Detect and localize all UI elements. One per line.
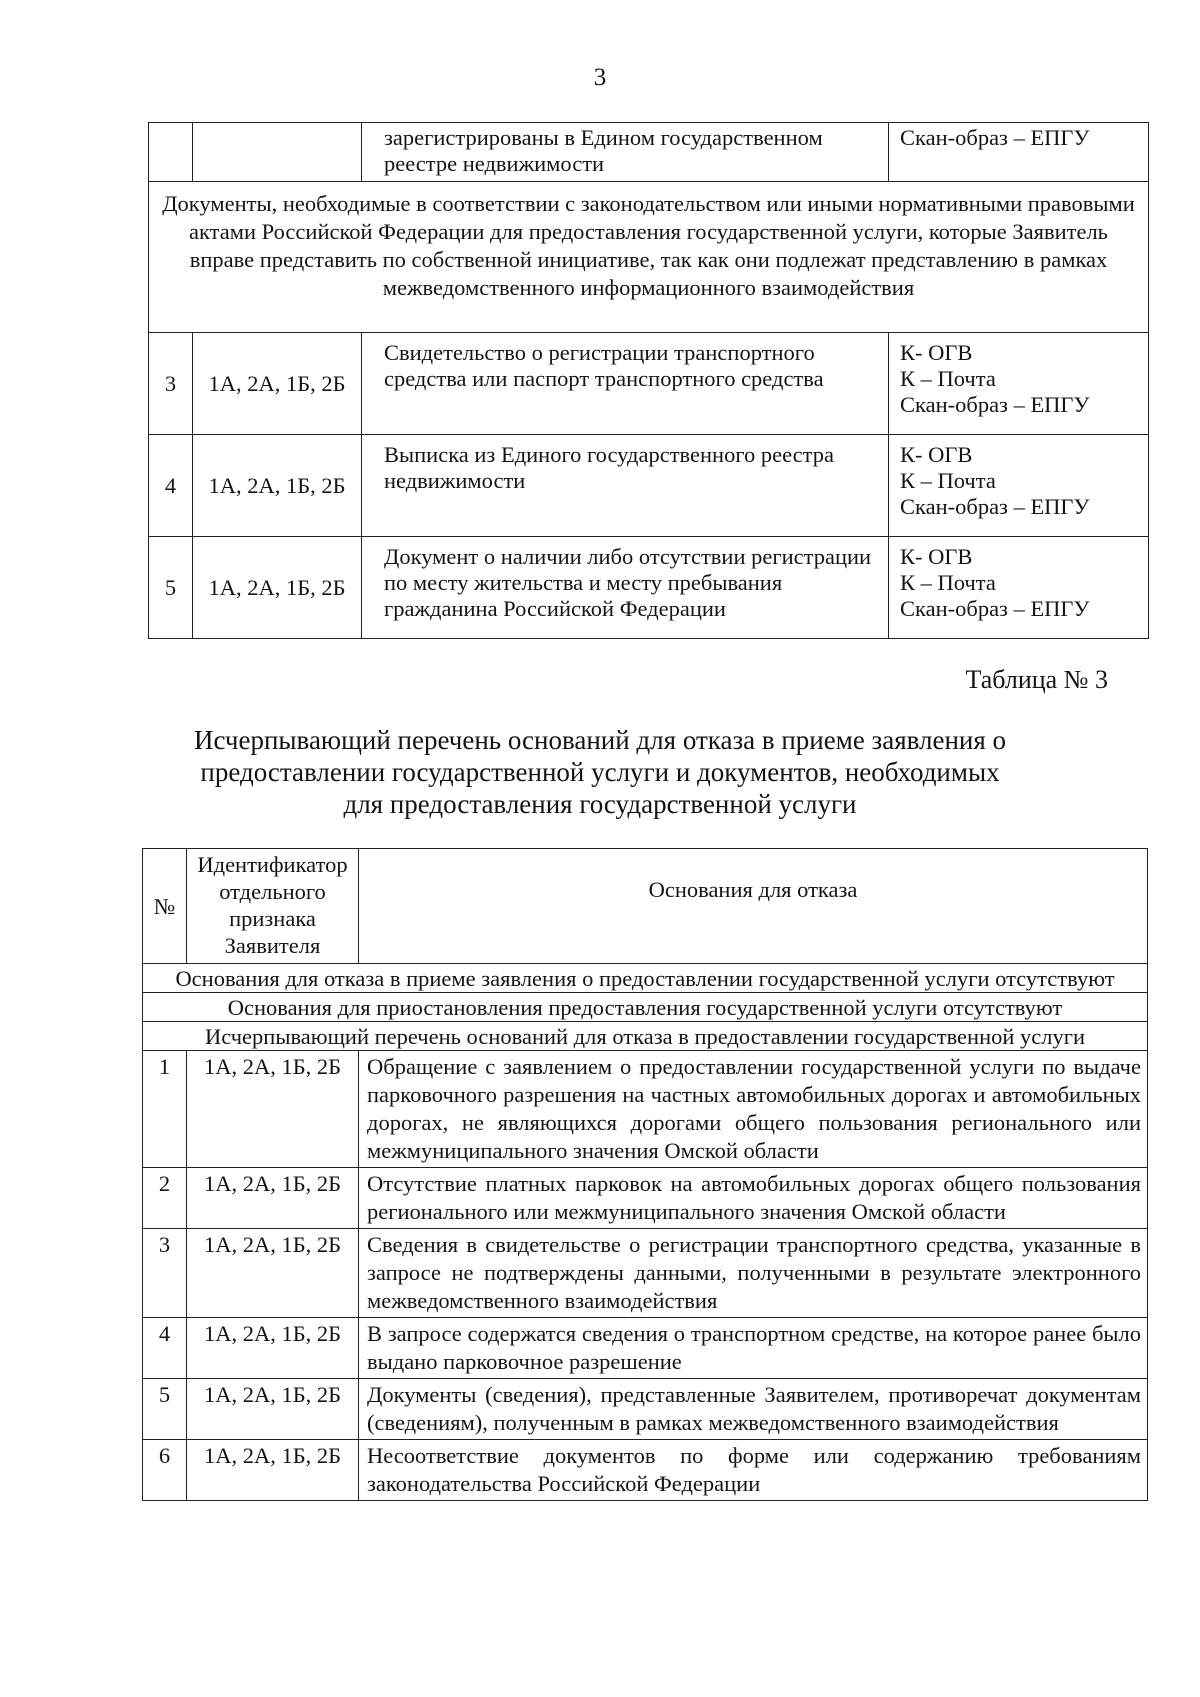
title-line: для предоставления государственной услуги <box>343 789 857 819</box>
table-title <box>150 724 1050 820</box>
row-number-cell: 5 <box>143 1379 187 1440</box>
title-line: Исчерпывающий перечень оснований для отказа в приеме заявления о <box>193 725 1007 755</box>
page-number: 3 <box>593 64 607 91</box>
submission-form-cell <box>889 537 1149 639</box>
band-row <box>143 993 1148 1022</box>
row-number-cell: 1 <box>143 1051 187 1168</box>
table-row <box>143 1318 1148 1379</box>
form-line: К – Почта <box>900 468 996 493</box>
form-line: К- ОГВ <box>900 544 973 569</box>
form-line: К- ОГВ <box>900 340 973 365</box>
form-line: К – Почта <box>900 366 996 391</box>
table-row <box>149 333 1149 435</box>
form-line: Скан-образ – ЕПГУ <box>900 596 1090 621</box>
section-header-row <box>149 182 1149 333</box>
header-reason: Основания для отказа <box>359 849 1148 964</box>
applicant-id-cell: 1А, 2А, 1Б, 2Б <box>187 1318 359 1379</box>
reason-text-cell: Несоответствие документов по форме или содержанию требованиям законодательства Российской Федерации <box>359 1440 1148 1501</box>
reason-text-cell: В запросе содержатся сведения о транспортном средстве, на которое ранее было выдано парковочное разрешение <box>359 1318 1148 1379</box>
band-cell: Исчерпывающий перечень оснований для отказа в предоставлении государственной услуги <box>143 1022 1148 1051</box>
row-number-cell: 4 <box>143 1318 187 1379</box>
applicant-id-cell: 1А, 2А, 1Б, 2Б <box>193 537 362 639</box>
documents-table-continuation <box>148 122 1149 639</box>
header-applicant-id: Идентификатор отдельного признака Заявителя <box>187 849 359 964</box>
table-row <box>143 1379 1148 1440</box>
applicant-id-cell: 1А, 2А, 1Б, 2Б <box>187 1229 359 1318</box>
applicant-id-cell: 1А, 2А, 1Б, 2Б <box>187 1379 359 1440</box>
row-number-cell: 3 <box>149 333 193 435</box>
table-row <box>143 1440 1148 1501</box>
header-row <box>143 849 1148 964</box>
form-line: К – Почта <box>900 570 996 595</box>
band-cell: Основания для отказа в приеме заявления о предоставлении государственной услуги отсутствуют <box>143 964 1148 993</box>
submission-form-cell <box>889 333 1149 435</box>
title-line: предоставлении государственной услуги и документов, необходимых <box>200 757 1000 787</box>
applicant-id-cell: 1А, 2А, 1Б, 2Б <box>193 435 362 537</box>
band-row <box>143 964 1148 993</box>
form-line: Скан-образ – ЕПГУ <box>900 392 1090 417</box>
row-number-cell <box>149 123 193 182</box>
row-number-cell: 3 <box>143 1229 187 1318</box>
submission-form-cell: Скан-образ – ЕПГУ <box>889 123 1149 182</box>
band-cell: Основания для приостановления предоставления государственной услуги отсутствуют <box>143 993 1148 1022</box>
document-name-cell: Свидетельство о регистрации транспортного средства или паспорт транспортного средства <box>362 333 889 435</box>
band-row <box>143 1022 1148 1051</box>
applicant-id-cell: 1А, 2А, 1Б, 2Б <box>193 333 362 435</box>
document-name-cell: Выписка из Единого государственного реестра недвижимости <box>362 435 889 537</box>
row-number-cell: 4 <box>149 435 193 537</box>
form-line: К- ОГВ <box>900 442 973 467</box>
applicant-id-cell: 1А, 2А, 1Б, 2Б <box>187 1168 359 1229</box>
reason-text-cell: Обращение с заявлением о предоставлении государственной услуги по выдаче парковочного разрешения на частных автомобильных дорогах и автомобильных дорогах, не являющихся дорогами общего пользования регионального или межмуниципального значения Омской области <box>359 1051 1148 1168</box>
header-number: № <box>143 849 187 964</box>
table-caption: Таблица № 3 <box>965 665 1108 694</box>
applicant-id-cell: 1А, 2А, 1Б, 2Б <box>187 1051 359 1168</box>
table-row <box>149 537 1149 639</box>
refusal-grounds-table <box>142 848 1148 1501</box>
row-number-cell: 5 <box>149 537 193 639</box>
table-row <box>149 435 1149 537</box>
reason-text-cell: Отсутствие платных парковок на автомобильных дорогах общего пользования регионального или межмуниципального значения Омской области <box>359 1168 1148 1229</box>
applicant-id-cell: 1А, 2А, 1Б, 2Б <box>187 1440 359 1501</box>
applicant-id-cell <box>193 123 362 182</box>
reason-text-cell: Документы (сведения), представленные Заявителем, противоречат документам (сведениям), полученным в рамках межведомственного взаимодействия <box>359 1379 1148 1440</box>
form-line: Скан-образ – ЕПГУ <box>900 494 1090 519</box>
document-name-cell: Документ о наличии либо отсутствии регистрации по месту жительства и месту пребывания гражданина Российской Федерации <box>362 537 889 639</box>
table-row <box>143 1168 1148 1229</box>
document-name-cell: зарегистрированы в Едином государственном реестре недвижимости <box>362 123 889 182</box>
table-row <box>143 1051 1148 1168</box>
submission-form-cell <box>889 435 1149 537</box>
table-row <box>149 123 1149 182</box>
reason-text-cell: Сведения в свидетельстве о регистрации транспортного средства, указанные в запросе не подтверждены данными, полученными в результате электронного межведомственного взаимодействия <box>359 1229 1148 1318</box>
row-number-cell: 2 <box>143 1168 187 1229</box>
row-number-cell: 6 <box>143 1440 187 1501</box>
table-row <box>143 1229 1148 1318</box>
section-header-cell: Документы, необходимые в соответствии с законодательством или иными нормативными правовыми актами Российской Федерации для предоставления государственной услуги, которые Заявитель вправе представить по собственной инициативе, так как они подлежат представлению в рамках межведомственного информационного взаимодействия <box>149 182 1149 333</box>
